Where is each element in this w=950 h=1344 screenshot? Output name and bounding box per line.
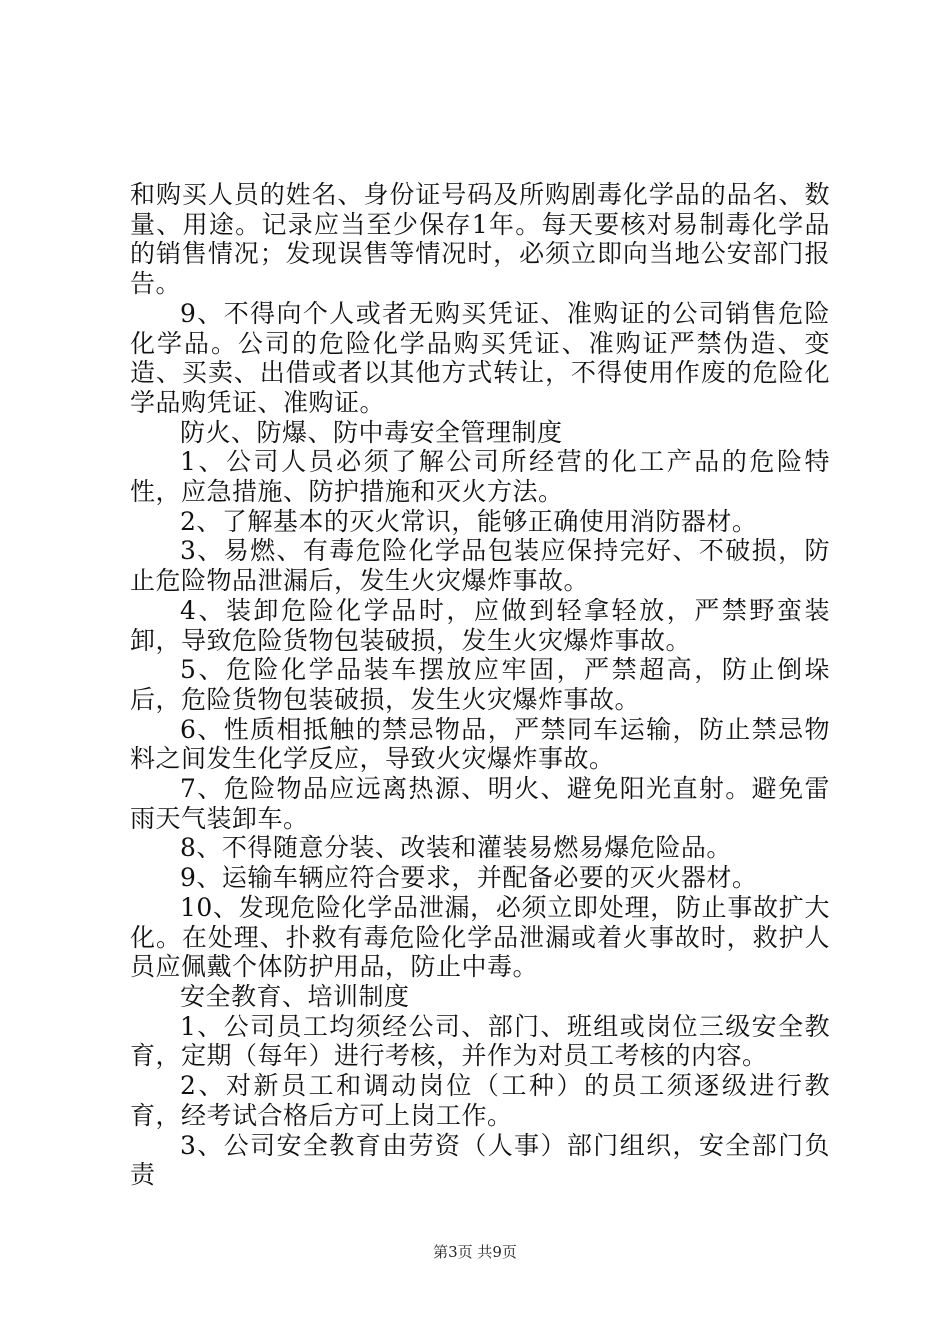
paragraph: 和购买人员的姓名、身份证号码及所购剧毒化学品的品名、数量、用途。记录应当至少保存1年。每天要核对易制毒化学品的销售情况；发现误售等情况时，必须立即向当地公安部门报告。	[130, 180, 830, 299]
paragraph: 2、对新员工和调动岗位（工种）的员工须逐级进行教育，经考试合格后方可上岗工作。	[130, 1071, 830, 1130]
paragraph: 3、易燃、有毒危险化学品包装应保持完好、不破损，防止危险物品泄漏后，发生火灾爆炸事故。	[130, 536, 830, 596]
section-heading-safety-training: 安全教育、培训制度	[180, 981, 410, 1011]
paragraph: 3、公司安全教育由劳资（人事）部门组织，安全部门负责	[130, 1130, 830, 1190]
paragraph: 5、危险化学品装车摆放应牢固，严禁超高，防止倒垛后，危险货物包装破损，发生火灾爆炸事故。	[130, 655, 830, 714]
paragraph: 1、公司人员必须了解公司所经营的化工产品的危险特性，应急措施、防护措施和灭火方法。	[130, 447, 830, 507]
paragraph: 8、不得随意分装、改装和灌装易燃易爆危险品。	[180, 833, 732, 863]
paragraph: 6、性质相抵触的禁忌物品，严禁同车运输，防止禁忌物料之间发生化学反应，导致火灾爆炸事故。	[130, 714, 830, 774]
paragraph: 7、危险物品应远离热源、明火、避免阳光直射。避免雷雨天气装卸车。	[130, 774, 830, 833]
paragraph: 2、了解基本的灭火常识，能够正确使用消防器材。	[180, 506, 758, 536]
paragraph: 9、不得向个人或者无购买凭证、准购证的公司销售危险化学品。公司的危险化学品购买凭证、准购证严禁伪造、变造、买卖、出借或者以其他方式转让，不得使用作废的危险化学品购凭证、准购证。	[130, 298, 830, 417]
paragraph: 10、发现危险化学品泄漏，必须立即处理，防止事故扩大化。在处理、扑救有毒危险化学品泄漏或着火事故时，救护人员应佩戴个体防护用品，防止中毒。	[130, 892, 830, 982]
page-number-footer: 第3页 共9页	[433, 1243, 517, 1261]
paragraph: 1、公司员工均须经公司、部门、班组或岗位三级安全教育，定期（每年）进行考核，并作为对员工考核的内容。	[130, 1011, 830, 1071]
document-body	[130, 180, 830, 1190]
paragraph: 9、运输车辆应符合要求，并配备必要的灭火器材。	[180, 863, 758, 893]
paragraph: 4、装卸危险化学品时，应做到轻拿轻放，严禁野蛮装卸，导致危险货物包装破损，发生火灾爆炸事故。	[130, 595, 830, 655]
section-heading-fire-safety: 防火、防爆、防中毒安全管理制度	[180, 417, 563, 447]
